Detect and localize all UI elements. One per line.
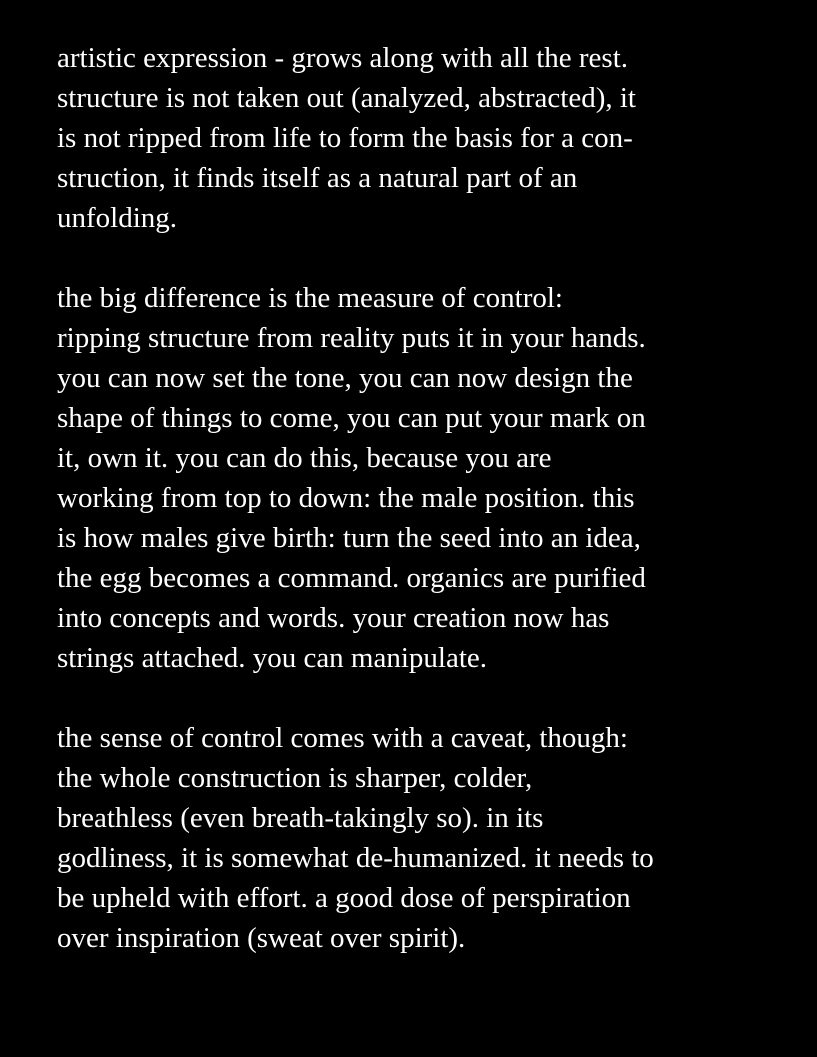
- text-line: strings attached. you can manipulate.: [57, 642, 488, 674]
- text-line: over inspiration (sweat over spirit).: [57, 922, 466, 954]
- paragraph-3: [57, 718, 797, 958]
- text-line: the big difference is the measure of control:: [57, 282, 563, 314]
- text-page: [57, 38, 797, 998]
- text-line: artistic expression - grows along with all the rest.: [57, 42, 629, 74]
- text-line: is not ripped from life to form the basis for a con-: [57, 122, 633, 154]
- paragraph-2: [57, 278, 797, 678]
- text-line: working from top to down: the male position. this: [57, 482, 635, 514]
- text-line: the egg becomes a command. organics are purified: [57, 562, 646, 594]
- text-line: ripping structure from reality puts it in your hands.: [57, 322, 646, 354]
- text-line: struction, it finds itself as a natural part of an: [57, 162, 578, 194]
- text-line: is how males give birth: turn the seed into an idea,: [57, 522, 641, 554]
- text-line: shape of things to come, you can put your mark on: [57, 402, 646, 434]
- text-line: it, own it. you can do this, because you are: [57, 442, 552, 474]
- text-line: godliness, it is somewhat de-humanized. it needs to: [57, 842, 654, 874]
- paragraph-1: [57, 38, 797, 238]
- text-line: the sense of control comes with a caveat, though:: [57, 722, 628, 754]
- text-line: you can now set the tone, you can now design the: [57, 362, 633, 394]
- text-line: the whole construction is sharper, colder,: [57, 762, 533, 794]
- text-line: structure is not taken out (analyzed, abstracted), it: [57, 82, 636, 114]
- text-line: breathless (even breath-takingly so). in its: [57, 802, 544, 834]
- text-line: unfolding.: [57, 202, 178, 234]
- text-line: into concepts and words. your creation now has: [57, 602, 610, 634]
- text-line: be upheld with effort. a good dose of perspiration: [57, 882, 631, 914]
